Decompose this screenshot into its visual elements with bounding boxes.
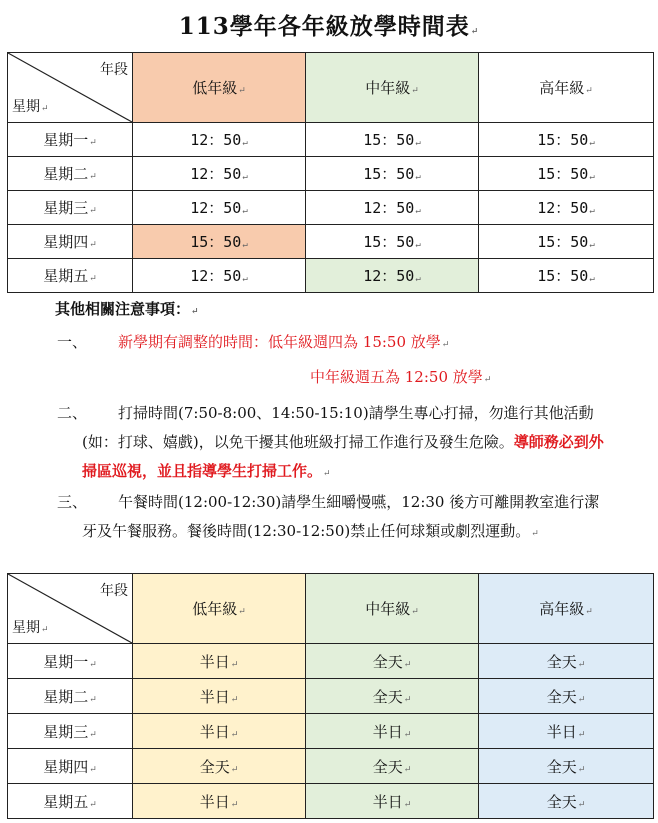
time-cell: 15：50 ↵ [306, 225, 479, 259]
day-type-cell: 全天 ↵ [479, 644, 654, 679]
day-type-cell: 半日 ↵ [306, 784, 479, 819]
day-type-cell: 全天 ↵ [133, 749, 306, 784]
time-cell: 12：50 ↵ [133, 191, 306, 225]
day-type-cell: 全天 ↵ [479, 749, 654, 784]
table-row [8, 191, 654, 225]
time-cell: 12：50 ↵ [306, 191, 479, 225]
day-type-cell: 全天 ↵ [479, 784, 654, 819]
time-cell: 15：50 ↵ [306, 123, 479, 157]
note-1-line-1: 新學期有調整的時間：低年級週四為 15:50 放學 ↵ [118, 328, 449, 360]
corner-header-cell [8, 574, 133, 644]
time-cell: 12：50 ↵ [133, 157, 306, 191]
day-type-cell: 半日 ↵ [133, 644, 306, 679]
table-row [8, 784, 654, 819]
note-number: 三、 [57, 493, 88, 511]
day-type-cell: 半日 ↵ [133, 784, 306, 819]
corner-weekday-label: 星期 ↵ [12, 96, 49, 116]
weekday-cell: 星期五 ↵ [8, 784, 133, 819]
time-cell-highlight: 12：50 ↵ [306, 259, 479, 293]
weekday-cell: 星期一 ↵ [8, 644, 133, 679]
weekday-cell: 星期一 ↵ [8, 123, 133, 157]
time-cell: 15：50 ↵ [479, 123, 654, 157]
note-number: 二、 [57, 404, 88, 422]
table-row [8, 644, 654, 679]
weekday-cell: 星期三 ↵ [8, 714, 133, 749]
corner-weekday-label: 星期 ↵ [12, 617, 49, 637]
dismissal-time-table [7, 52, 654, 293]
header-high-grade: 高年級 ↵ [479, 574, 654, 644]
table-header-row [8, 574, 654, 644]
weekday-cell: 星期二 ↵ [8, 157, 133, 191]
note-2-emphasis: 導師務必到外掃區巡視，並且指導學生打掃工作。 [82, 433, 604, 480]
page-title: 113學年各年級放學時間表 ↵ [0, 8, 658, 41]
note-1-line-2: 中年級週五為 12:50 放學 ↵ [310, 363, 491, 395]
table-row [8, 679, 654, 714]
table-row [8, 225, 654, 259]
full-half-day-table [7, 573, 654, 819]
header-mid-grade: 中年級 ↵ [306, 574, 479, 644]
table-row [8, 259, 654, 293]
table-row [8, 157, 654, 191]
day-type-cell: 半日 ↵ [133, 714, 306, 749]
time-cell: 15：50 ↵ [306, 157, 479, 191]
note-3-text: 午餐時間(12:00-12:30)請學生細嚼慢嚥，12:30 後方可離開教室進行潔牙及午餐服務。餐後時間(12:30-12:50)禁止任何球類或劇烈運動。 ↵ [82, 488, 612, 549]
day-type-cell: 半日 ↵ [133, 679, 306, 714]
note-2-text: 打掃時間(7:50-8:00、14:50-15:10)請學生專心打掃，勿進行其他活動(如：打球、嬉戲)，以免干擾其他班級打掃工作進行及發生危險。導師務必到外掃區巡視，並且指導學生打掃工作。 ↵ [82, 399, 612, 489]
table-header-row [8, 53, 654, 123]
weekday-cell: 星期二 ↵ [8, 679, 133, 714]
table-row [8, 714, 654, 749]
corner-grade-label: 年段 [100, 62, 128, 78]
weekday-cell: 星期四 ↵ [8, 749, 133, 784]
day-type-cell: 全天 ↵ [479, 679, 654, 714]
weekday-cell: 星期五 ↵ [8, 259, 133, 293]
weekday-cell: 星期三 ↵ [8, 191, 133, 225]
table-row [8, 749, 654, 784]
table-row [8, 123, 654, 157]
time-cell: 12：50 ↵ [133, 123, 306, 157]
weekday-cell: 星期四 ↵ [8, 225, 133, 259]
header-low-grade: 低年級 ↵ [133, 574, 306, 644]
header-mid-grade: 中年級 ↵ [306, 53, 479, 123]
corner-grade-label: 年段 [100, 583, 128, 599]
time-cell: 12：50 ↵ [479, 191, 654, 225]
notes-heading: 其他相關注意事項： ↵ [55, 295, 199, 327]
time-cell-highlight: 15：50 ↵ [133, 225, 306, 259]
day-type-cell: 半日 ↵ [306, 714, 479, 749]
time-cell: 15：50 ↵ [479, 259, 654, 293]
note-number: 一、 [57, 333, 88, 351]
day-type-cell: 全天 ↵ [306, 749, 479, 784]
time-cell: 15：50 ↵ [479, 157, 654, 191]
header-high-grade: 高年級 ↵ [479, 53, 654, 123]
header-low-grade: 低年級 ↵ [133, 53, 306, 123]
day-type-cell: 半日 ↵ [479, 714, 654, 749]
time-cell: 12：50 ↵ [133, 259, 306, 293]
time-cell: 15：50 ↵ [479, 225, 654, 259]
day-type-cell: 全天 ↵ [306, 679, 479, 714]
day-type-cell: 全天 ↵ [306, 644, 479, 679]
corner-header-cell [8, 53, 133, 123]
